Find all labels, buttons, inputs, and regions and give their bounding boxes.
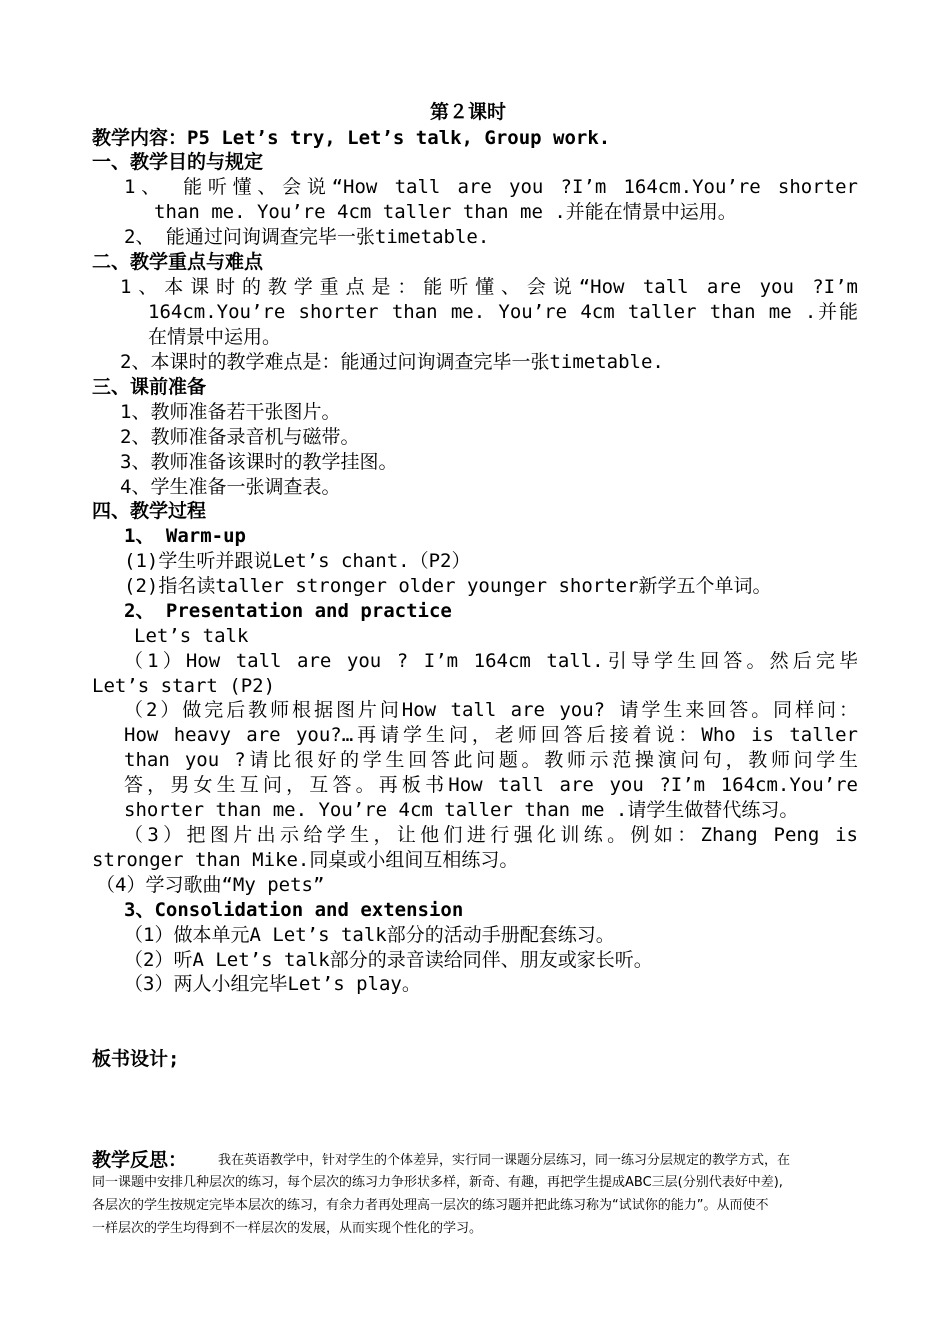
step3-item3: （3）两人小组完毕Let’s play。 (124, 973, 421, 995)
section2-item2: 2、本课时的教学难点是：能通过问询调查完毕一张timetable. (120, 351, 664, 373)
section2-item1-line3: 在情景中运用。 (148, 326, 282, 348)
section3-item2: 2、教师准备录音机与磁带。 (120, 426, 360, 448)
step3-item1: （1）做本单元A Let’s talk部分的活动手册配套练习。 (124, 924, 615, 946)
reflection-heading: 教学反思： (92, 1149, 188, 1171)
reflection-line1: 我在英语教学中，针对学生的个体差异，实行同一课题分层练习，同一练习分层规定的教学方式，在 (218, 1153, 791, 1168)
section1-item2: 2、 能通过问询调查完毕一张timetable. (124, 226, 490, 248)
step1-item-b: (2)指名读taller stronger older younger shorter新学五个单词。 (124, 575, 772, 597)
reflection-line4: 一样层次的学生均得到不一样层次的发展，从而实现个性化的学习。 (92, 1221, 483, 1236)
section3-heading: 三、课前准备 (92, 376, 207, 398)
reflection-line3: 各层次的学生按规定完毕本层次的练习，有余力者再处理高一层次的练习题并把此练习称为“试试你的能力”。从而使不 (92, 1198, 769, 1213)
step2-p2-line4: 答，男女生互问，互答。再板书How tall are you ?I’m 164cm.You’re (124, 774, 858, 796)
step2-p4: （4）学习歌曲“My pets” (96, 874, 325, 896)
step2-subheading: Let’s talk (134, 625, 249, 647)
section4-heading: 四、教学过程 (92, 500, 207, 522)
step3-consolidation: 3、Consolidation and extension (124, 899, 464, 921)
step2-p3-line2: stronger than Mike.同桌或小组间互相练习。 (92, 849, 519, 871)
step1-item-a: (1)学生听并跟说Let’s chant.（P2） (124, 550, 471, 572)
section1-item1-line2: than me. You’re 4cm taller than me .并能在情景中运用。 (154, 201, 737, 223)
board-design-heading: 板书设计; (92, 1048, 180, 1070)
step2-p2-line3: than you ?请比很好的学生回答此问题。教师示范操演问句，教师问学生 (124, 749, 858, 771)
section3-item4: 4、学生准备一张调查表。 (120, 476, 341, 498)
teaching-content: 教学内容：P5 Let’s try, Let’s talk, Group work. (92, 127, 611, 149)
section2-item1-line1: 1、本课时的教学重点是：能听懂、会说“How tall are you ?I’m (120, 276, 858, 298)
step3-item2: （2）听A Let’s talk部分的录音读给同伴、朋友或家长听。 (124, 949, 653, 971)
step2-presentation: 2、 Presentation and practice (124, 600, 452, 622)
step2-p1-line1: （1）How tall are you ? I’m 164cm tall.引导学生回答。然后完毕 (124, 650, 858, 672)
step2-p2-line1: （2）做完后教师根据图片问How tall are you? 请学生来回答。同样问： (124, 699, 858, 721)
section3-item1: 1、教师准备若干张图片。 (120, 401, 341, 423)
step1-warmup: 1、 Warm-up (124, 525, 246, 547)
section2-heading: 二、教学重点与难点 (92, 251, 264, 273)
section1-heading: 一、教学目的与规定 (92, 151, 264, 173)
step2-p2-line5: shorter than me. You’re 4cm taller than me .请学生做替代练习。 (124, 799, 799, 821)
step2-p1-line2: Let’s start (P2) (92, 675, 276, 697)
section1-item1-line1: 1、 能听懂、会说“How tall are you ?I’m 164cm.You’re shorter (124, 176, 858, 198)
step2-p2-line2: How heavy are you?…再请学生问，老师回答后接着说：Who is taller (124, 724, 858, 746)
page-title: 第２课时 (430, 101, 507, 123)
section3-item3: 3、教师准备该课时的教学挂图。 (120, 451, 398, 473)
step2-p3-line1: （3）把图片出示给学生，让他们进行强化训练。例如：Zhang Peng is (124, 824, 858, 846)
reflection-line2: 同一课题中安排几种层次的练习，每个层次的练习力争形状多样，新奇、有趣，再把学生提成ABC三层(分别代表好中差), (92, 1175, 783, 1190)
section2-item1-line2: 164cm.You’re shorter than me. You’re 4cm taller than me .并能 (148, 301, 858, 323)
